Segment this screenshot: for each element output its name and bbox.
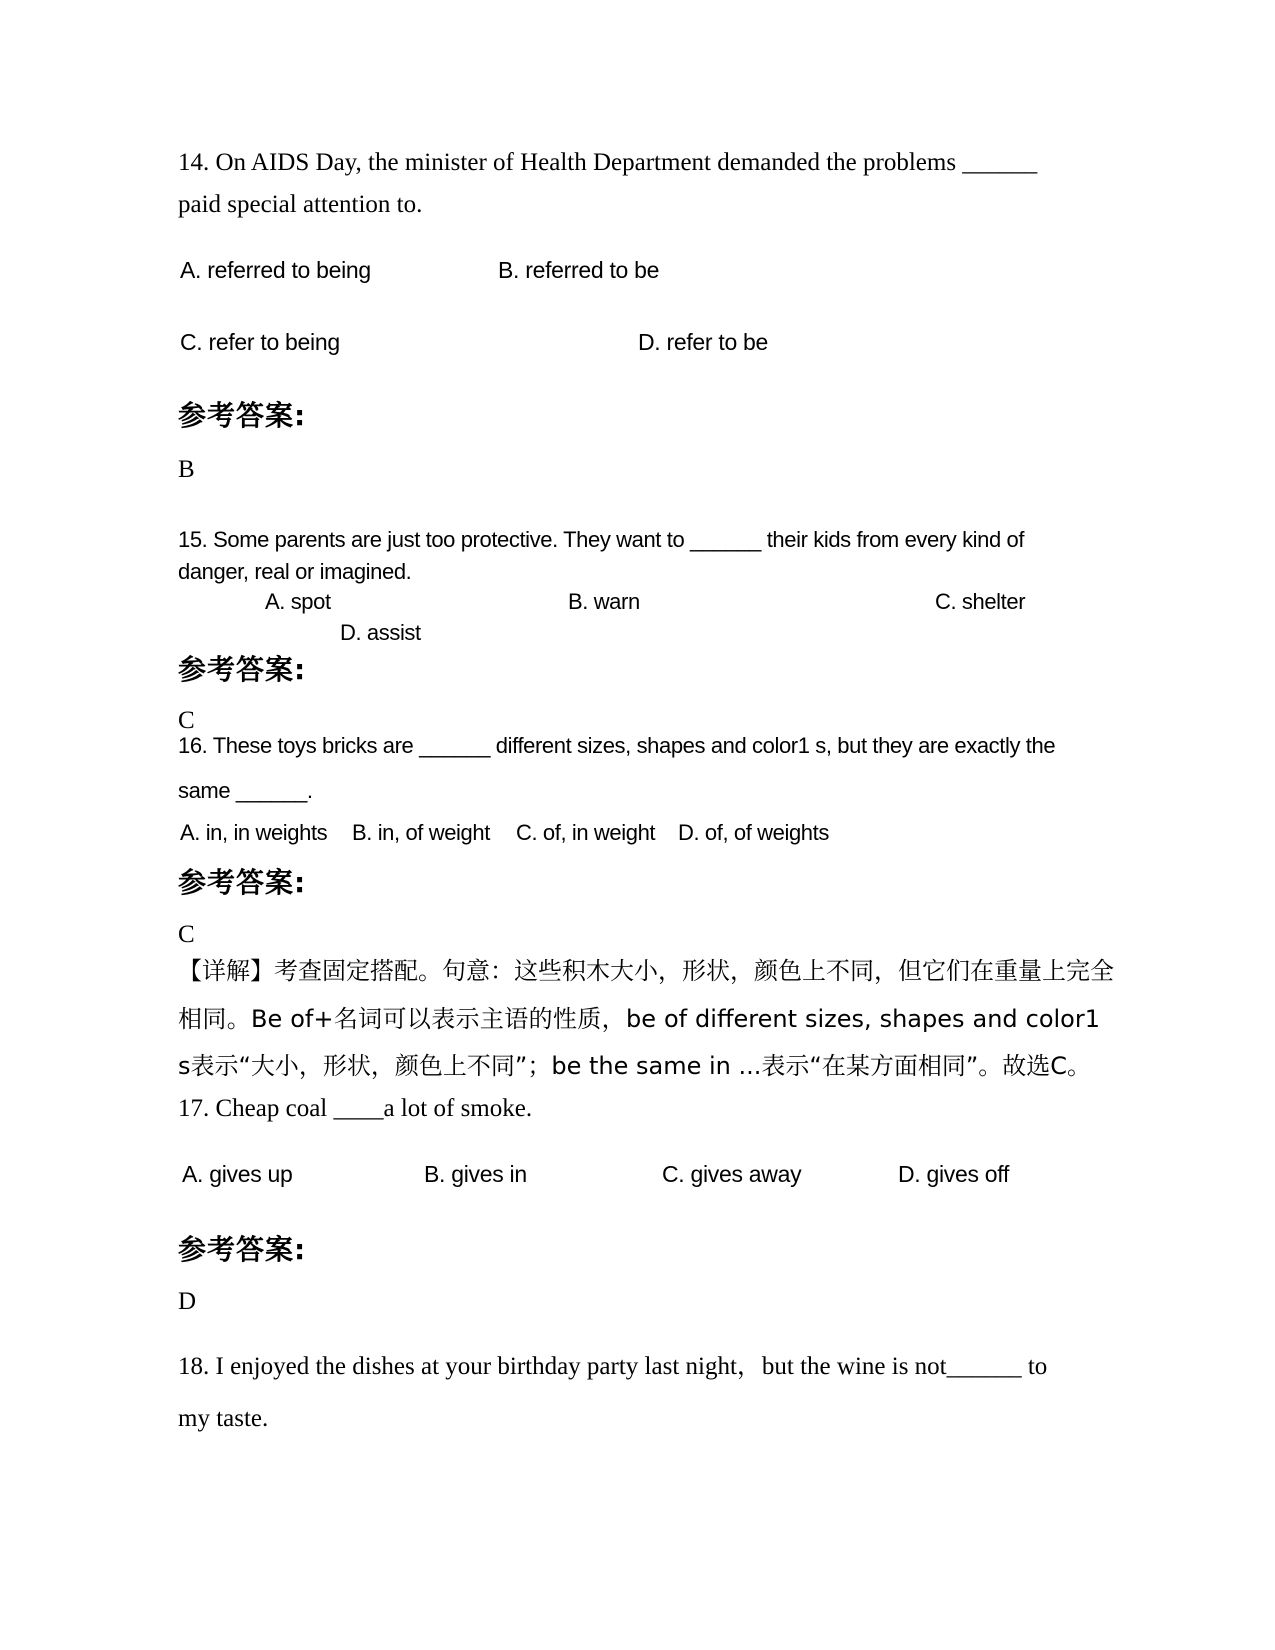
q15-text-line1: 15. Some parents are just too protective. They want to ______ their kids from every kind of (178, 527, 1025, 552)
q17-option-a: A. gives up (182, 1161, 293, 1187)
q15-text-line2: danger, real or imagined. (178, 559, 412, 584)
q14-answer: B (178, 456, 195, 483)
q18-text-line1: 18. I enjoyed the dishes at your birthday party last night，but the wine is not______ to (178, 1353, 1048, 1380)
q15-option-c: C. shelter (935, 589, 1026, 614)
q15-answer: C (178, 707, 195, 734)
q15-option-b: B. warn (568, 589, 640, 614)
q16-option-b: B. in, of weight (352, 820, 490, 845)
q15-option-a: A. spot (265, 589, 331, 614)
q16-text-line2: same ______. (178, 778, 313, 803)
q17-option-c: C. gives away (662, 1161, 802, 1187)
q14-option-c: C. refer to being (180, 329, 340, 355)
q14-text-line2: paid special attention to. (178, 191, 423, 218)
q15-answer-heading: 参考答案: (178, 653, 307, 686)
q14-option-b: B. referred to be (498, 257, 660, 283)
q14-text-line1: 14. On AIDS Day, the minister of Health Department demanded the problems ______ (178, 149, 1038, 176)
q17-answer: D (178, 1288, 197, 1315)
q16-option-d: D. of, of weights (678, 820, 829, 845)
q17-text-line1: 17. Cheap coal ____a lot of smoke. (178, 1095, 533, 1122)
q16-option-a: A. in, in weights (180, 820, 328, 845)
q16-explanation-line3: s表示“大小，形状，颜色上不同”；be the same in ...表示“在某方面相同”。故选C。 (178, 1052, 1092, 1080)
q14-option-d: D. refer to be (638, 329, 769, 355)
q15-option-d: D. assist (340, 620, 421, 645)
q17-answer-heading: 参考答案: (178, 1233, 307, 1266)
q16-explanation-line2: 相同。Be of+名词可以表示主语的性质，be of different sizes, shapes and color1 (178, 1005, 1100, 1033)
q17-option-d: D. gives off (898, 1161, 1010, 1187)
q16-answer: C (178, 921, 195, 948)
q14-option-a: A. referred to being (180, 257, 371, 283)
q16-explanation-line1: 【详解】考查固定搭配。句意：这些积木大小，形状，颜色上不同，但它们在重量上完全 (178, 957, 1114, 985)
q14-answer-heading: 参考答案: (178, 399, 307, 432)
q16-option-c: C. of, in weight (516, 820, 656, 845)
q16-answer-heading: 参考答案: (178, 866, 307, 899)
q16-text-line1: 16. These toys bricks are ______ different sizes, shapes and color1 s, but they are exactly the (178, 733, 1056, 758)
q17-option-b: B. gives in (424, 1161, 527, 1187)
q18-text-line2: my taste. (178, 1405, 269, 1432)
